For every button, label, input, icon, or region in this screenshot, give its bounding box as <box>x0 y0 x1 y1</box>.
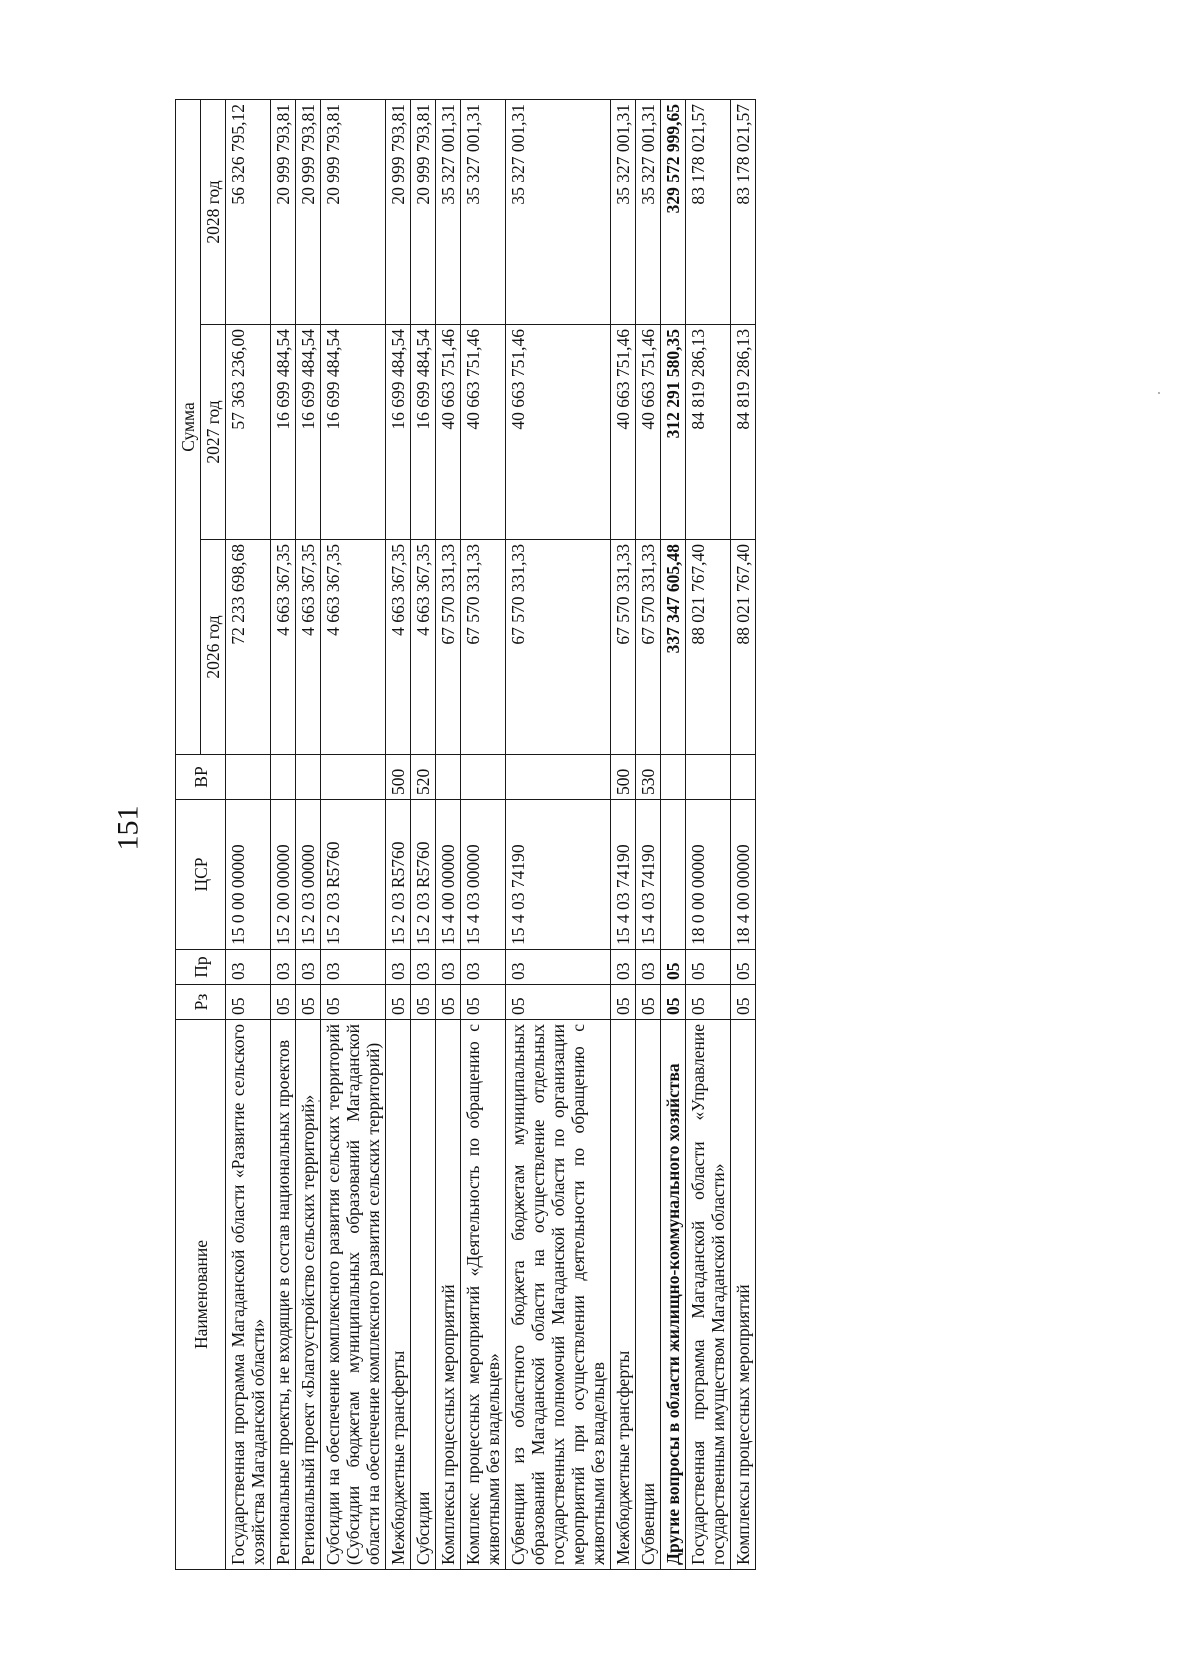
cell-2026: 72 233 698,68 <box>226 540 271 755</box>
cell-2026: 67 570 331,33 <box>436 540 461 755</box>
cell-pr: 03 <box>226 950 271 985</box>
cell-2028: 83 178 021,57 <box>686 99 731 324</box>
cell-name: Комплекс процессных мероприятий «Деятельность по обращению с животными без владельцев» <box>461 1020 506 1570</box>
cell-csr: 15 2 00 00000 <box>271 800 296 950</box>
table-row <box>461 99 506 1569</box>
table-row <box>611 99 636 1569</box>
cell-vr: 530 <box>636 755 661 800</box>
cell-vr <box>686 755 731 800</box>
cell-2028: 329 572 999,65 <box>661 99 686 324</box>
cell-2026: 67 570 331,33 <box>461 540 506 755</box>
cell-2028: 20 999 793,81 <box>386 99 411 324</box>
cell-pr: 03 <box>386 950 411 985</box>
cell-csr: 15 4 03 00000 <box>461 800 506 950</box>
cell-rz: 05 <box>636 985 661 1020</box>
cell-name: Субсидии <box>411 1020 436 1570</box>
cell-name: Комплексы процессных мероприятий <box>436 1020 461 1570</box>
cell-2026: 4 663 367,35 <box>296 540 321 755</box>
table-row <box>661 99 686 1569</box>
cell-csr: 15 2 03 00000 <box>296 800 321 950</box>
cell-rz: 05 <box>686 985 731 1020</box>
cell-rz: 05 <box>661 985 686 1020</box>
table-row <box>321 99 386 1569</box>
header-row-top <box>176 99 201 1569</box>
table-row <box>436 99 461 1569</box>
cell-pr: 05 <box>686 950 731 985</box>
cell-name: Региональные проекты, не входящие в состав национальных проектов <box>271 1020 296 1570</box>
cell-2028: 20 999 793,81 <box>271 99 296 324</box>
cell-vr: 520 <box>411 755 436 800</box>
cell-name: Межбюджетные трансферты <box>611 1020 636 1570</box>
cell-name: Региональный проект «Благоустройство сельских территорий» <box>296 1020 321 1570</box>
cell-2026: 67 570 331,33 <box>506 540 611 755</box>
cell-2028: 35 327 001,31 <box>436 99 461 324</box>
scan-speck <box>1158 392 1160 394</box>
cell-2027: 57 363 236,00 <box>226 325 271 540</box>
cell-csr: 15 2 03 R5760 <box>321 800 386 950</box>
header-rz: Рз <box>176 985 226 1020</box>
cell-2027: 40 663 751,46 <box>436 325 461 540</box>
page-number: 151 <box>111 805 145 851</box>
cell-vr <box>226 755 271 800</box>
table-row <box>271 99 296 1569</box>
cell-vr <box>506 755 611 800</box>
cell-rz: 05 <box>461 985 506 1020</box>
cell-vr <box>436 755 461 800</box>
cell-pr: 03 <box>436 950 461 985</box>
cell-csr: 15 4 03 74190 <box>636 800 661 950</box>
cell-pr: 03 <box>296 950 321 985</box>
cell-rz: 05 <box>436 985 461 1020</box>
cell-rz: 05 <box>506 985 611 1020</box>
header-csr: ЦСР <box>176 800 226 950</box>
cell-vr: 500 <box>386 755 411 800</box>
table-row <box>226 99 271 1569</box>
cell-csr: 15 2 03 R5760 <box>411 800 436 950</box>
cell-csr: 18 0 00 00000 <box>686 800 731 950</box>
cell-rz: 05 <box>226 985 271 1020</box>
cell-vr <box>271 755 296 800</box>
cell-vr <box>461 755 506 800</box>
cell-2027: 16 699 484,54 <box>411 325 436 540</box>
cell-2026: 4 663 367,35 <box>386 540 411 755</box>
cell-vr <box>321 755 386 800</box>
cell-csr: 18 4 00 00000 <box>731 800 756 950</box>
cell-2028: 35 327 001,31 <box>611 99 636 324</box>
cell-pr: 05 <box>661 950 686 985</box>
cell-2027: 84 819 286,13 <box>731 325 756 540</box>
cell-name: Субсидии на обеспечение комплексного развития сельских территорий (Субсидии бюджетам муниципальных образований Магаданской области на обеспечение комплексного развития сельских территорий) <box>321 1020 386 1570</box>
table-row <box>686 99 731 1569</box>
header-pr: Пр <box>176 950 226 985</box>
table-row <box>506 99 611 1569</box>
cell-2028: 20 999 793,81 <box>411 99 436 324</box>
cell-2026: 88 021 767,40 <box>686 540 731 755</box>
cell-csr: 15 4 03 74190 <box>611 800 636 950</box>
cell-2026: 88 021 767,40 <box>731 540 756 755</box>
cell-csr: 15 4 03 74190 <box>506 800 611 950</box>
table-row <box>731 99 756 1569</box>
cell-2028: 35 327 001,31 <box>506 99 611 324</box>
cell-2028: 35 327 001,31 <box>461 99 506 324</box>
cell-2028: 35 327 001,31 <box>636 99 661 324</box>
header-sum: Сумма <box>176 99 201 754</box>
cell-2027: 40 663 751,46 <box>636 325 661 540</box>
cell-2027: 40 663 751,46 <box>506 325 611 540</box>
cell-pr: 03 <box>271 950 296 985</box>
cell-2028: 20 999 793,81 <box>321 99 386 324</box>
cell-vr <box>661 755 686 800</box>
header-name: Наименование <box>176 1020 226 1570</box>
table-row <box>296 99 321 1569</box>
cell-name: Субвенции из областного бюджета бюджетам муниципальных образований Магаданской области на осуществление отдельных государственных полномочий Магаданской области по организации мероприятий при осуществлении деятельности по обращению с животными без владельцев <box>506 1020 611 1570</box>
cell-2026: 4 663 367,35 <box>321 540 386 755</box>
header-2028: 2028 год <box>201 99 226 324</box>
cell-name: Другие вопросы в области жилищно-коммунального хозяйства <box>661 1020 686 1570</box>
cell-pr: 03 <box>411 950 436 985</box>
cell-pr: 03 <box>636 950 661 985</box>
cell-pr: 03 <box>461 950 506 985</box>
cell-pr: 05 <box>731 950 756 985</box>
cell-2027: 16 699 484,54 <box>271 325 296 540</box>
cell-rz: 05 <box>271 985 296 1020</box>
cell-2026: 67 570 331,33 <box>611 540 636 755</box>
cell-2026: 4 663 367,35 <box>411 540 436 755</box>
table-body <box>226 99 756 1569</box>
cell-2028: 20 999 793,81 <box>296 99 321 324</box>
cell-name: Государственная программа Магаданской области «Развитие сельского хозяйства Магаданской области» <box>226 1020 271 1570</box>
header-2026: 2026 год <box>201 540 226 755</box>
cell-vr <box>731 755 756 800</box>
cell-rz: 05 <box>611 985 636 1020</box>
cell-2026: 337 347 605,48 <box>661 540 686 755</box>
table-row <box>411 99 436 1569</box>
cell-csr: 15 4 00 00000 <box>436 800 461 950</box>
header-vr: ВР <box>176 755 226 800</box>
cell-rz: 05 <box>411 985 436 1020</box>
cell-2026: 4 663 367,35 <box>271 540 296 755</box>
cell-name: Субвенции <box>636 1020 661 1570</box>
cell-name: Межбюджетные трансферты <box>386 1020 411 1570</box>
cell-2026: 67 570 331,33 <box>636 540 661 755</box>
cell-vr <box>296 755 321 800</box>
cell-rz: 05 <box>296 985 321 1020</box>
cell-pr: 03 <box>506 950 611 985</box>
cell-2027: 16 699 484,54 <box>386 325 411 540</box>
budget-table-rotated <box>175 100 1015 1570</box>
cell-csr <box>661 800 686 950</box>
cell-2028: 83 178 021,57 <box>731 99 756 324</box>
cell-rz: 05 <box>386 985 411 1020</box>
cell-2027: 40 663 751,46 <box>611 325 636 540</box>
cell-pr: 03 <box>611 950 636 985</box>
cell-csr: 15 2 03 R5760 <box>386 800 411 950</box>
cell-name: Государственная программа Магаданской области «Управление государственным имуществом Магаданской области» <box>686 1020 731 1570</box>
cell-vr: 500 <box>611 755 636 800</box>
cell-2027: 40 663 751,46 <box>461 325 506 540</box>
table-row <box>386 99 411 1569</box>
cell-2027: 16 699 484,54 <box>296 325 321 540</box>
header-2027: 2027 год <box>201 325 226 540</box>
cell-2027: 312 291 580,35 <box>661 325 686 540</box>
cell-csr: 15 0 00 00000 <box>226 800 271 950</box>
budget-table <box>175 99 756 1570</box>
cell-2028: 56 326 795,12 <box>226 99 271 324</box>
cell-rz: 05 <box>321 985 386 1020</box>
cell-name: Комплексы процессных мероприятий <box>731 1020 756 1570</box>
cell-rz: 05 <box>731 985 756 1020</box>
cell-2027: 16 699 484,54 <box>321 325 386 540</box>
table-row <box>636 99 661 1569</box>
cell-pr: 03 <box>321 950 386 985</box>
cell-2027: 84 819 286,13 <box>686 325 731 540</box>
